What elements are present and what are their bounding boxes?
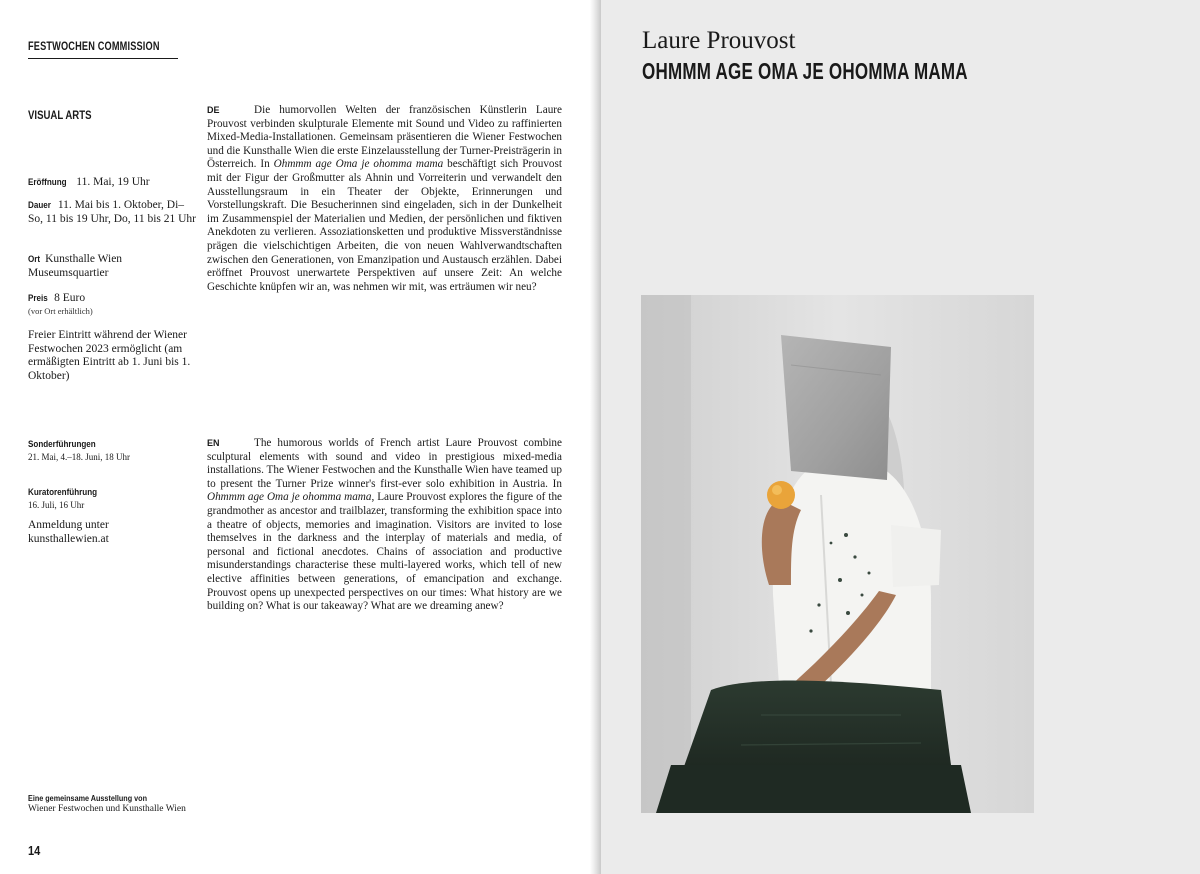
work-title: OHMMM AGE OMA JE OHOMMA MAMA	[642, 58, 968, 84]
opening-info	[28, 176, 198, 190]
footnote-value: Wiener Festwochen und Kunsthalle Wien	[28, 804, 186, 814]
registration-note: Anmeldung unter kunsthallewien.at	[28, 519, 109, 545]
en-work-title: Ohmmm age Oma je ohomma mama	[207, 491, 372, 504]
price-value: 8 Euro	[54, 292, 86, 304]
curator-tour-value: 16. Juli, 16 Uhr	[28, 499, 85, 510]
de-text-part-1: Die humorvollen Welten der französischen Künstlerin Laure Prouvost verbinden skulpturale Elemente mit Sound und Video zu raffinierten Mixed-Media-Installationen. Gemeinsam präsentieren die Wiener Festwochen und die Kunsthalle Wien die erste Einzelausstellung der Turner-Preisträgerin in Österreich. In	[207, 104, 562, 171]
opening-label: Eröffnung	[28, 177, 67, 188]
special-tours-value: 21. Mai, 4.–18. Juni, 18 Uhr	[28, 451, 130, 462]
body-text-en	[207, 437, 562, 614]
special-tours-info	[28, 438, 198, 463]
footnote-label: Eine gemeinsame Ausstellung von	[28, 793, 147, 803]
artist-name: Laure Prouvost	[642, 27, 796, 54]
artwork-photo	[641, 295, 1034, 813]
duration-label: Dauer	[28, 200, 51, 211]
running-head: FESTWOCHEN COMMISSION	[28, 37, 178, 59]
section-label: VISUAL ARTS	[28, 108, 92, 122]
price-info	[28, 292, 198, 316]
curator-tour-label: Kuratorenführung	[28, 487, 98, 498]
de-text-part-2: beschäftigt sich Prouvost mit der Figur der Großmutter als Ahnin und Vorreiterin und verwandelt den Ausstellungsraum in ein Theater der Objekte, Erinnerungen und Vorstellungskraft. Die Besucherinnen sind eingeladen, sich in der Dunkelheit im Zusammenspiel der Materialien und Medien, der persönlichen und fiktiven Anekdoten zu verlieren. Assoziationsketten und produktive Missverständnisse prägen die vielschichtigen Arbeiten, die von neuen Wahlverwandtschaften zwischen den Generationen, von Emanzipation und Austausch erzählen. Dabei eröffnet Prouvost unerwartete Perspektiven auf unsere Zeit: An welche Geschichte knüpfen wir an, was nehmen wir mit, was erträumen wir neu?	[207, 158, 562, 293]
lang-label-de: DE	[207, 105, 220, 115]
price-label: Preis	[28, 293, 48, 304]
en-text-part-2: , Laure Prouvost explores the figure of the grandmother as ancestor and trailblazer, transforming the exhibition space into a theatre of objects, memories and imagination. Visitors are invited to lose themselves in the darkness and the interplay of materials and media, of personal and fictional anecdotes. Chains of association and productive misunderstandings characterise these multi-layered works, which tell of new elective affinities between generations, of emancipation and exchange. Prouvost opens up unexpected perspectives on our times: What history are we building on? What is our takeaway? What are we dreaming anew?	[207, 491, 562, 613]
special-tours-label: Sonderführungen	[28, 439, 96, 450]
venue-label: Ort	[28, 254, 41, 265]
curator-tour-info	[28, 486, 198, 511]
venue-info	[28, 253, 198, 280]
price-note: (vor Ort erhältlich)	[28, 305, 93, 316]
de-work-title: Ohmmm age Oma je ohomma mama	[273, 158, 444, 171]
photo-illustration	[641, 295, 1034, 813]
duration-info	[28, 199, 198, 226]
lang-label-en: EN	[207, 438, 220, 448]
en-text-part-1: The humorous worlds of French artist Laure Prouvost combine sculptural elements with sound and video in prestigious mixed-media installations. The Wiener Festwochen and the Kunsthalle Wien have teamed up to present the Turner Prize winner's first-ever solo exhibition in Austria. In	[207, 437, 562, 490]
venue-value: Kunsthalle Wien Museumsquartier	[28, 253, 123, 279]
page-gutter	[590, 0, 601, 874]
opening-value: 11. Mai, 19 Uhr	[76, 176, 150, 188]
left-page	[0, 0, 598, 874]
body-text-de	[207, 104, 562, 294]
footnote	[28, 793, 328, 815]
free-admission-note: Freier Eintritt während der Wiener Festwochen 2023 ermöglicht (am ermäßigten Eintritt ab 1. Juni bis 1. Oktober)	[28, 329, 191, 382]
duration-value: 11. Mai bis 1. Oktober, Di–So, 11 bis 19 Uhr, Do, 11 bis 21 Uhr	[28, 199, 196, 225]
page-number: 14	[28, 843, 41, 858]
